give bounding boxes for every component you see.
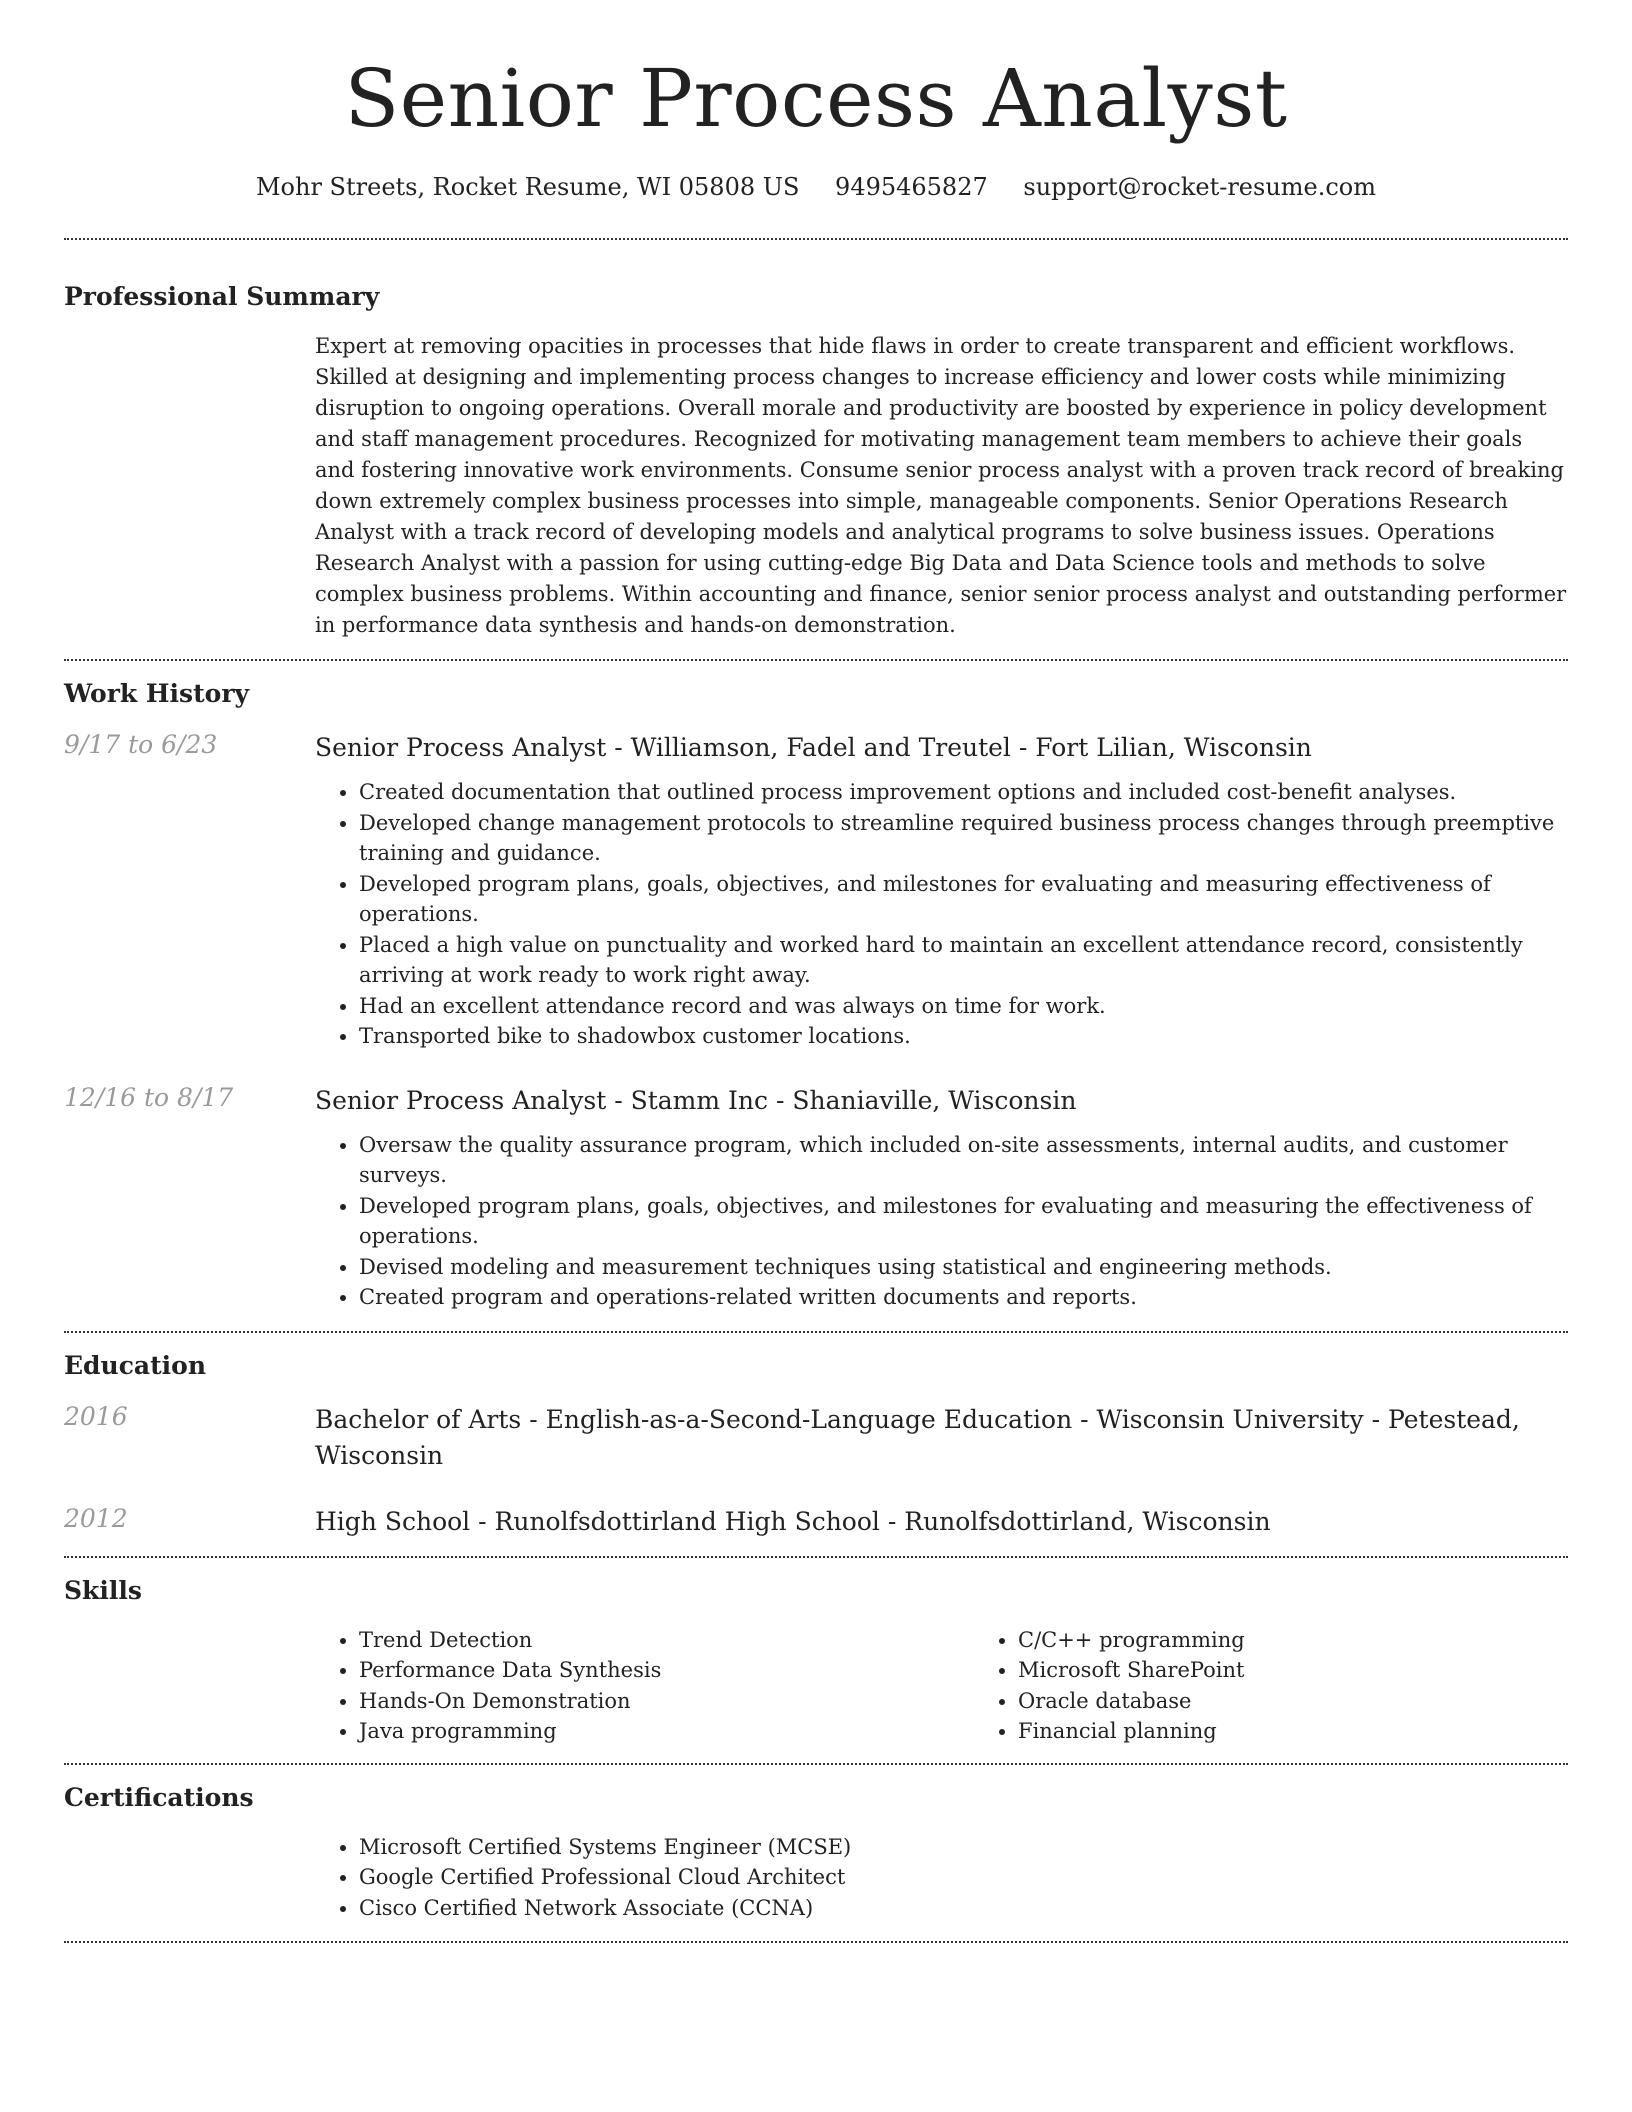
education-heading: Education <box>64 1350 207 1380</box>
contact-email[interactable]: support@rocket-resume.com <box>1023 173 1377 201</box>
job-bullets <box>315 1130 1568 1313</box>
divider <box>64 1941 1568 1943</box>
job-entry <box>64 730 1568 1052</box>
divider <box>64 1763 1568 1765</box>
list-item: • Devised modeling and measurement techniques using statistical and engineering methods. <box>359 1252 1568 1283</box>
list-item: • Financial planning <box>1018 1716 1632 1747</box>
contact-line <box>64 173 1568 201</box>
list-item: • Cisco Certified Network Associate (CCNA) <box>359 1893 1568 1924</box>
skills-section <box>64 1576 1568 1747</box>
job-company: - Stamm Inc - Shaniaville, Wisconsin <box>606 1085 1077 1115</box>
skills-list-left <box>315 1625 974 1747</box>
divider <box>64 659 1568 661</box>
list-item: • Transported bike to shadowbox customer locations. <box>359 1021 1568 1052</box>
list-item: • Google Certified Professional Cloud Architect <box>359 1862 1568 1893</box>
divider <box>64 1556 1568 1558</box>
job-entry <box>64 1083 1568 1313</box>
job-title <box>315 1083 1568 1119</box>
certifications-list <box>315 1832 1568 1924</box>
list-item: • Placed a high value on punctuality and worked hard to maintain an excellent attendance record, consistently arriving at work ready to work right away. <box>359 930 1568 991</box>
education-school: - Runolfsdottirland High School - Runolfsdottirland, Wisconsin <box>470 1506 1271 1536</box>
job-dates: 9/17 to 6/23 <box>64 730 218 759</box>
list-item: • Developed program plans, goals, objectives, and milestones for evaluating and measuring effectiveness of operations. <box>359 869 1568 930</box>
list-item: • C/C++ programming <box>1018 1625 1632 1656</box>
summary-section <box>64 282 1568 641</box>
list-item: • Java programming <box>359 1716 974 1747</box>
certifications-heading: Certifications <box>64 1782 254 1812</box>
job-role: Senior Process Analyst <box>315 733 607 762</box>
list-item: • Created program and operations-related written documents and reports. <box>359 1282 1568 1313</box>
list-item: • Oracle database <box>1018 1686 1632 1717</box>
summary-text: Expert at removing opacities in processes that hide flaws in order to create transparent and efficient workflows. Skilled at designing and implementing process changes to increase efficiency and lower costs while minimizing disruption to ongoing operations. Overall morale and productivity are boosted by experience in policy development and staff management procedures. Recognized for motivating management team members to achieve their goals and fostering innovative work environments. Consume senior process analyst with a proven track record of breaking down extremely complex business processes into simple, manageable components. Senior Operations Research Analyst with a track record of developing models and analytical programs to solve business issues. Operations Research Analyst with a passion for using cutting-edge Big Data and Data Science tools and methods to solve complex business problems. Within accounting and finance, senior senior process analyst and outstanding performer in performance data synthesis and hands-on demonstration. <box>315 334 1567 637</box>
divider <box>64 238 1568 240</box>
list-item: • Hands-On Demonstration <box>359 1686 974 1717</box>
job-bullets <box>315 777 1568 1052</box>
list-item: • Developed program plans, goals, objectives, and milestones for evaluating and measuring the effectiveness of operations. <box>359 1191 1568 1252</box>
education-entry <box>64 1504 1568 1540</box>
education-school: - Wisconsin University - Petestead, Wisconsin <box>315 1404 1520 1470</box>
education-degree: Bachelor of Arts - English-as-a-Second-Language Education <box>315 1404 1073 1434</box>
list-item: • Microsoft SharePoint <box>1018 1655 1632 1686</box>
list-item: • Performance Data Synthesis <box>359 1655 974 1686</box>
resume-page <box>64 0 1568 1943</box>
certifications-section <box>64 1783 1568 1924</box>
education-section <box>64 1351 1568 1540</box>
skills-heading: Skills <box>64 1575 142 1605</box>
job-title <box>315 730 1568 766</box>
education-degree: High School <box>315 1506 471 1536</box>
job-dates: 12/16 to 8/17 <box>64 1082 234 1112</box>
resume-name: Senior Process Analyst <box>344 52 1288 145</box>
list-item: • Microsoft Certified Systems Engineer (MCSE) <box>359 1832 1568 1863</box>
summary-heading: Professional Summary <box>64 282 380 311</box>
list-item: • Developed change management protocols to streamline required business process changes through preemptive training and guidance. <box>359 808 1568 869</box>
list-item: • Oversaw the quality assurance program, which included on-site assessments, internal audits, and customer surveys. <box>359 1130 1568 1191</box>
work-history-heading: Work History <box>64 679 250 708</box>
education-title <box>315 1504 1568 1540</box>
job-company: - Williamson, Fadel and Treutel - Fort Lilian, Wisconsin <box>606 733 1312 762</box>
education-entry <box>64 1402 1568 1474</box>
education-year: 2012 <box>64 1503 128 1533</box>
divider <box>64 1331 1568 1333</box>
contact-address: Mohr Streets, Rocket Resume, WI 05808 US <box>255 173 800 201</box>
list-item: • Had an excellent attendance record and was always on time for work. <box>359 991 1568 1022</box>
education-title <box>315 1402 1568 1474</box>
education-year: 2016 <box>64 1401 128 1431</box>
skills-list-right <box>974 1625 1632 1747</box>
list-item: • Created documentation that outlined process improvement options and included cost-benefit analyses. <box>359 777 1568 808</box>
work-history-section <box>64 679 1568 1313</box>
list-item: • Trend Detection <box>359 1625 974 1656</box>
contact-phone: 9495465827 <box>835 173 988 201</box>
job-role: Senior Process Analyst <box>315 1085 607 1115</box>
